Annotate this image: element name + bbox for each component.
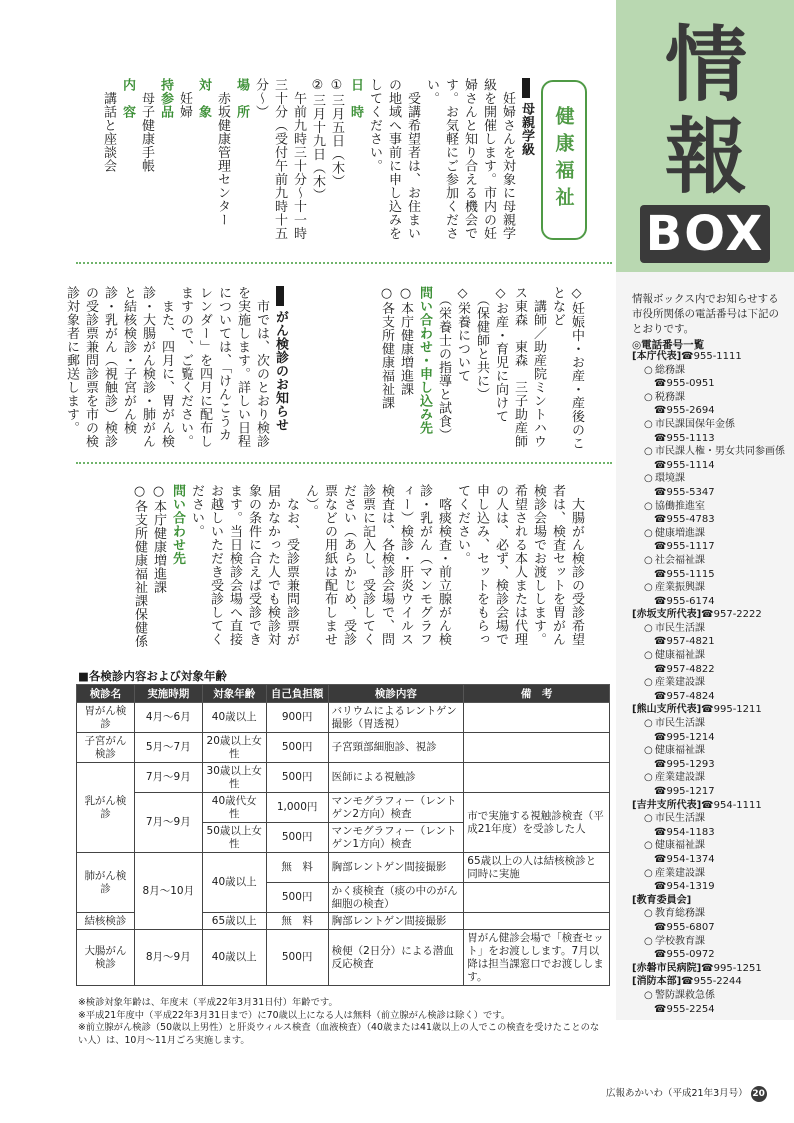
header-cell: 備 考	[464, 685, 610, 703]
cancer-contact-2: ○各支所健康福祉課保健係	[132, 484, 147, 648]
box-badge: BOX	[640, 205, 770, 263]
table-cell: 子宮がん検診	[77, 733, 135, 763]
table-cell: かく痰検査（痰の中のがん細胞の検査）	[328, 883, 464, 913]
table-row	[77, 930, 610, 986]
directory-phone: ☎955-0951	[654, 378, 715, 390]
table-cell: 8月〜9月	[134, 930, 202, 986]
bullet-icon: ○	[644, 446, 653, 458]
directory-phone: ☎955-1113	[654, 432, 715, 444]
directory-phone: ☎954-1374	[654, 853, 715, 865]
directory-department: ○ 市民生活課	[644, 622, 705, 634]
boshi-lecturer: 講師／助産院ミントハウス東森 東森 三子助産師	[512, 286, 546, 448]
bullet-icon: ○	[644, 622, 653, 634]
table-cell: 肺がん検診	[77, 853, 135, 913]
table-cell: 40歳代女 性	[202, 793, 266, 823]
bullet-icon: ○	[644, 554, 653, 566]
boshi-nutrition: ◇栄養について	[455, 286, 470, 383]
directory-phone: ☎954-1319	[654, 881, 715, 893]
directory-phone: ☎955-5347	[654, 486, 715, 498]
table-cell: 胃がん検診	[77, 703, 135, 733]
table-cell	[464, 883, 610, 913]
section-badge-label: 健康福祉	[552, 106, 575, 214]
boshi-target: 妊婦	[177, 78, 192, 119]
cancer-paragraph-4: 喀痰検査・前立腺がん検診・乳がん（マンモグラフィー）検診・肝炎ウイルス検査は、各検診会場で、問診票に記入し、受診してください（あらかじめ、受診票などの用紙は配布しません）。	[303, 484, 451, 646]
boshi-contact-1: ○本庁健康増進課	[398, 286, 413, 396]
boshi-contact-2: ○各支所健康福祉課	[379, 286, 394, 410]
boshi-content-label: 内 容	[120, 78, 135, 119]
table-row	[77, 703, 610, 733]
directory-department: ○ 社会福祉課	[644, 554, 705, 566]
directory-office: [消防本部]☎955-2244	[632, 976, 742, 988]
screening-table	[76, 684, 610, 986]
cancer-paragraph-1: 市では、次のとおり検診を実施します。詳しい日程については、「けんこうカレンダー」を四月に配布しますので、ご覧ください。	[178, 286, 269, 448]
header-cell: 検診名	[77, 685, 135, 703]
table-cell: 500円	[266, 733, 328, 763]
bullet-icon: ○	[644, 677, 653, 689]
directory-phone: ☎955-1114	[654, 459, 715, 471]
directory-department: ○ 産業建設課	[644, 772, 705, 784]
directory-office: [赤磐市民病院]☎995-1251	[632, 962, 762, 974]
boshi-date-1: ①三月五日（木）	[329, 78, 344, 188]
info-box-title: 情報	[664, 18, 747, 205]
table-cell: 乳がん検診	[77, 763, 135, 853]
bullet-icon: ○	[644, 718, 653, 730]
directory-department: ○ 協働推進室	[644, 500, 705, 512]
table-cell: 20歳以上女 性	[202, 733, 266, 763]
boshi-childcare: ◇お産・育児に向けて	[493, 286, 508, 423]
table-cell: 40歳以上	[202, 930, 266, 986]
boshi-contact-label: 問い合わせ・申し込み先	[417, 286, 432, 435]
table-row	[77, 733, 610, 763]
directory-department: ○ 環境課	[644, 473, 685, 485]
table-cell: 結核検診	[77, 913, 135, 930]
table-notes	[78, 997, 608, 1047]
table-cell: 1,000円	[266, 793, 328, 823]
boshi-paragraph-1: 妊婦さんを対象に母親学級を開催します。市内の妊婦さんと知り合える機会です。お気軽にご参加ください。	[424, 78, 515, 240]
bullet-icon: ○	[644, 989, 653, 1001]
boshi-place-label: 場 所	[234, 78, 249, 119]
directory-phone: ☎957-4824	[654, 690, 715, 702]
directory-department: ○ 産業振興課	[644, 582, 705, 594]
table-header-row	[77, 685, 610, 703]
directory-department: ○ 教育総務課	[644, 908, 705, 920]
bullet-icon: ○	[644, 935, 653, 947]
page-footer	[606, 1085, 767, 1102]
cancer-contact-1: ○本庁健康増進課	[151, 484, 166, 594]
table-cell: 500円	[266, 930, 328, 986]
boshi-bring: 母子健康手帳	[139, 78, 154, 173]
bullet-icon: ○	[644, 813, 653, 825]
table-cell: 大腸がん検診	[77, 930, 135, 986]
boshi-article	[99, 78, 536, 244]
boshi-content: 講話と座談会	[101, 78, 116, 173]
boshi-target-label: 対 象	[196, 78, 211, 119]
bullet-icon: ○	[644, 840, 653, 852]
bullet-icon: ○	[644, 867, 653, 879]
table-cell: 500円	[266, 763, 328, 793]
bullet-icon: ○	[644, 772, 653, 784]
boshi-time: 午前九時三十分〜十一時三十分（受付午前九時十五分〜）	[253, 78, 306, 240]
boshi-nutrition-note: （栄養士の指導と試食）	[436, 286, 451, 442]
cancer-paragraph-2: また、四月に、胃がん検診・大腸がん検診・肺がんと結核検診・子宮がん検診・乳がん（視触診）検診の受診票兼問診票を市の検診対象者に郵送します。	[64, 286, 174, 448]
boshi-bring-label: 持参品	[158, 78, 173, 119]
directory-phone: ☎995-1293	[654, 758, 715, 770]
separator-2	[76, 462, 612, 464]
table-cell: 医師による視触診	[328, 763, 464, 793]
directory-phone: ☎955-4783	[654, 514, 715, 526]
directory-phone: ☎995-1217	[654, 786, 715, 797]
table-cell: 無 料	[266, 853, 328, 883]
bullet-icon: ○	[644, 527, 653, 539]
directory-phone: ☎995-1214	[654, 731, 715, 743]
boshi-heading: 母親学級	[517, 78, 536, 244]
directory-department: ○ 健康福祉課	[644, 840, 705, 852]
table-cell: マンモグラフィー（レントゲン1方向）検査	[328, 823, 464, 853]
table-cell	[464, 733, 610, 763]
table-row	[77, 763, 610, 793]
directory-department: ○ 健康福祉課	[644, 745, 705, 757]
bullet-icon: ○	[644, 582, 653, 594]
directory-department: ○ 総務課	[644, 364, 685, 376]
directory-phone: ☎957-4822	[654, 663, 715, 675]
directory-department: ○ 市民生活課	[644, 718, 705, 730]
note-line: ※前立腺がん検診（50歳以上男性）と肝炎ウィルス検査（血液検査）（40歳または41歳以上の人でこの検査を受けたことのない人）は、10月〜11月ごろ実施します。	[78, 1022, 600, 1046]
table-cell: 無 料	[266, 913, 328, 930]
directory-department: ○ 健康増進課	[644, 527, 705, 539]
boshi-place: 赤坂健康管理センター	[215, 78, 230, 227]
directory-phone: ☎955-2694	[654, 405, 715, 417]
bullet-icon: ○	[644, 745, 653, 757]
boshi-pregnancy: ◇妊娠中・お産・産後のことなど	[550, 286, 584, 450]
section-badge	[541, 80, 587, 240]
directory-department: ○ 市民課国保年金係	[644, 418, 735, 430]
bullet-icon: ○	[644, 418, 653, 430]
table-cell: 市で実施する視触診検査（平成21年度）を受診した人	[464, 793, 610, 853]
sidebar-intro: 情報ボックス内でお知らせする市役所関係の電話番号は下記のとおりです。	[632, 293, 779, 335]
table-cell: 40歳以上	[202, 703, 266, 733]
directory-department: ○ 学校教育課	[644, 935, 705, 947]
directory-phone: ☎955-2254	[654, 1003, 715, 1015]
directory-office: [教育委員会]	[632, 894, 692, 906]
table-cell: 胸部レントゲン間接撮影	[328, 853, 464, 883]
directory-department: ○ 健康福祉課	[644, 650, 705, 662]
directory-office: [吉井支所代表]☎954-1111	[632, 799, 762, 811]
cancer-contact-label: 問い合わせ先	[170, 484, 185, 565]
table-cell	[464, 763, 610, 793]
directory-heading: ◎電話番号一覧	[632, 339, 705, 351]
directory-phone: ☎957-4821	[654, 636, 715, 648]
table-cell: 子宮頸部細胞診、視診	[328, 733, 464, 763]
directory-department: ○ 産業建設課	[644, 867, 705, 879]
bullet-icon: ○	[644, 473, 653, 485]
directory-department: ○ 産業建設課	[644, 677, 705, 689]
bullet-icon: ○	[644, 391, 653, 403]
bullet-icon: ○	[644, 364, 653, 376]
table-cell: 500円	[266, 823, 328, 853]
directory-phone: ☎955-1117	[654, 541, 715, 553]
directory-phone: ☎954-1183	[654, 826, 715, 838]
cancer-article	[62, 286, 290, 452]
boshi-paragraph-2: 受講希望者は、お住まいの地域へ事前に申し込みをしてください。	[367, 78, 420, 240]
directory-office: [赤坂支所代表]☎957-2222	[632, 609, 762, 621]
directory-office: [熊山支所代表]☎995-1211	[632, 704, 762, 716]
boshi-date-label: 日 時	[348, 78, 363, 119]
boshi-childcare-note: （保健師と共に）	[474, 286, 489, 401]
boshi-article-continued	[377, 286, 586, 452]
phone-directory	[632, 350, 790, 1016]
cancer-paragraph-5: なお、受診票兼問診票が届かなかった人でも検診対象の条件に合えば受診できます。当日検診会場へ直接お越しいただき受診してください。	[189, 484, 299, 646]
page-number: 20	[751, 1086, 767, 1102]
separator-1	[76, 262, 612, 264]
directory-department: ○ 市民生活課	[644, 813, 705, 825]
table-row	[77, 853, 610, 883]
header-cell: 対象年齢	[202, 685, 266, 703]
table-cell: 30歳以上女 性	[202, 763, 266, 793]
directory-phone: ☎955-6174	[654, 595, 715, 607]
table-cell: 8月〜10月	[134, 853, 202, 930]
table-cell: 65歳以上	[202, 913, 266, 930]
table-cell: 500円	[266, 883, 328, 913]
note-line: ※検診対象年齢は、年度末（平成22年3月31日付）年齢です。	[78, 997, 338, 1008]
header-cell: 自己負担額	[266, 685, 328, 703]
cancer-paragraph-3: 大腸がん検診の受診希望者は、検査セットを胃がん検診会場でお渡しします。希望される本人または代理の人は、必ず、検診会場で申し込み、セットをもらってください。	[455, 484, 584, 646]
directory-phone: ☎955-0972	[654, 949, 715, 961]
cancer-heading: がん検診のお知らせ	[271, 286, 290, 452]
table-cell: 胸部レントゲン間接撮影	[328, 913, 464, 930]
table-cell: 40歳以上	[202, 853, 266, 913]
table-cell: 50歳以上女 性	[202, 823, 266, 853]
bullet-icon: ○	[644, 500, 653, 512]
directory-department: ○ 税務課	[644, 391, 685, 403]
table-cell: バリウムによるレントゲン撮影（胃透視）	[328, 703, 464, 733]
directory-office: [本庁代表]☎955-1111	[632, 351, 742, 362]
table-cell	[464, 913, 610, 930]
table-cell: マンモグラフィー（レントゲン2方向）検査	[328, 793, 464, 823]
bullet-icon: ○	[644, 908, 653, 920]
table-cell: 900円	[266, 703, 328, 733]
header-cell: 検診内容	[328, 685, 464, 703]
directory-phone: ☎955-1115	[654, 568, 715, 580]
directory-phone: ☎955-6807	[654, 921, 715, 933]
table-cell: 65歳以上の人は結核検診と同時に実施	[464, 853, 610, 883]
table-cell: 7月〜9月	[134, 763, 202, 793]
bullet-icon: ○	[644, 650, 653, 662]
note-line: ※平成21年度中（平成22年3月31日まで）に70歳以上になる人は無料（前立腺がん検診は除く）です。	[78, 1009, 511, 1021]
table-cell	[464, 703, 610, 733]
publication-name: 広報あかいわ（平成21年3月号）	[606, 1088, 748, 1099]
header-cell: 実施時期	[134, 685, 202, 703]
directory-department: ○ 警防課救急係	[644, 989, 715, 1001]
table-cell: 検便（2日分）による潜血反応検査	[328, 930, 464, 986]
table-cell: 7月〜9月	[134, 793, 202, 853]
table-title: ■各検診内容および対象年齢	[78, 669, 227, 683]
table-row	[77, 793, 610, 823]
directory-department: ○ 市民課人権・男女共同参画係	[644, 446, 785, 458]
cancer-article-continued	[130, 484, 586, 650]
table-cell: 4月〜6月	[134, 703, 202, 733]
table-cell: 胃がん健診会場で「検査セット」をお渡しします。7月以降は担当課窓口でお渡しします。	[464, 930, 610, 986]
boshi-date-2: ②三月十九日（木）	[310, 78, 325, 202]
table-cell: 5月〜7月	[134, 733, 202, 763]
